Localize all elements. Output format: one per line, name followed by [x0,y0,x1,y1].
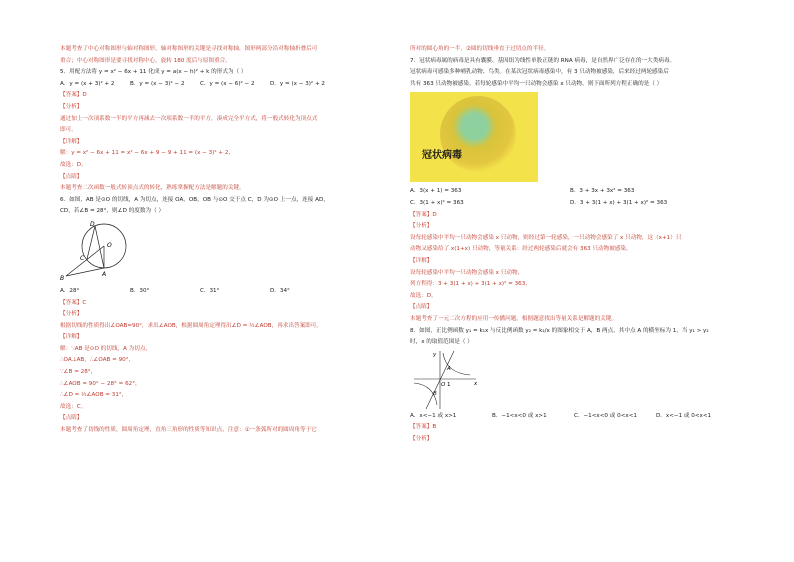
q8-options [410,411,740,423]
text-line: 共有 363 只动物被感染。若每轮感染中平均一只动物会感染 x 只动物，则下面所列方程正确的是（ ） [410,80,663,87]
text-line: 【详解】 [410,257,433,264]
tick-one-label: 1 [447,381,451,388]
virus-image-label: 冠状病毒 [422,150,462,162]
text-line: 【点睛】 [60,415,83,422]
coronavirus-image [410,92,538,182]
text-line: ∴∠D = ½∠AOB = 31°， [60,392,128,399]
text-line: 【分析】 [410,435,433,442]
text-line: 动物又感染给了 x(1+x) 只动物，等量关系：经过两轮感染后就会有 363 只动物被感染。 [410,246,632,253]
circle-diagram [60,218,180,286]
q6-option-a: A．28° [60,287,80,294]
text-line: 本题考查了中心对称图形与轴对称图形，轴对称图形的关键是寻找对称轴，图形两部分沿对称轴折叠后可 [60,46,318,52]
text-line: 8．如图，正比例函数 y₁ = k₁x 与反比例函数 y₂ = k₂/x 的图象相交于 A，B 两点，其中点 A 的横坐标为 1，当 y₁ > y₂ [410,327,709,334]
text-line: 【分析】 [60,103,83,110]
point-b-label: B [433,390,437,397]
text-line: 设每轮感染中平均一只动物会感染 x 只动物， [410,269,524,276]
text-line: 通过加上一次项系数一半的平方再减去一次项系数一半的平方，凑成完全平方式，将一般式转化为顶点式 [60,115,318,122]
text-line: 故选：C。 [60,403,87,410]
text-line: 解：∵AB 是⊙O 的切线，A 为切点， [60,345,152,352]
label-b: B [60,274,65,282]
q5-option-d: D．y = (x − 3)² + 2 [270,80,325,87]
axis-y-label: y [433,351,437,358]
right-column [410,44,740,445]
text-line: 本题考查了切线的性质，圆周角定理，直角三角形的性质等知识点，注意：①一条弧所对的圆周角等于它 [60,427,317,434]
q6-options [60,286,388,298]
text-line: 【答案】B [410,424,437,431]
left-column [60,44,388,437]
q5-option-c: C．y = (x − 6)² − 2 [200,80,255,87]
q8-option-c: C．−1<x<0 或 0<x<1 [574,412,637,419]
text-line: 本题考查二次函数一般式转顶点式的转化，熟练掌握配方法是解题的关键。 [60,185,245,192]
text-line: 【答案】D [60,92,87,99]
q8-option-b: B．−1<x<0 或 x>1 [492,412,547,419]
origin-label: O [441,381,446,388]
q7-option-c: C．3(1 + x)² = 363 [410,199,464,206]
text-line: 列方程得：3 + 3(1 + x) + 3(1 + x)² = 363， [410,281,531,288]
q5-option-b: B．y = (x − 3)² − 2 [130,80,185,87]
q7-option-d: D．3 + 3(1 + x) + 3(1 + x)² = 363 [570,199,668,206]
text-line: 6．如图，AB 是⊙O 的切线，A 为切点，连接 OA，OB，OB 与⊙O 交于点 C，D 为⊙O 上一点，连接 AD， [60,196,329,203]
text-line: 【详解】 [60,334,83,341]
q6-option-b: B．30° [130,287,150,294]
text-line: 重合；中心对称图形是要寻找对称中心，旋转 180 度后与原图重合。 [60,57,231,64]
label-o: O [107,241,112,249]
point-a-label: A [447,365,451,372]
text-line: 【点睛】 [410,304,433,311]
q7-option-a: A．3(x + 1) = 363 [410,188,462,195]
q5-option-a: A．y = (x + 3)² + 2 [60,80,115,87]
text-line: 即可。 [60,127,77,134]
text-line: 解：y = x² − 6x + 11 = x² − 6x + 9 − 9 + 11 = (x − 3)² + 2， [60,150,234,157]
label-c: C [80,254,85,262]
text-line: 时，x 的取值范围是（ ） [410,339,473,346]
text-line: 【点睛】 [60,173,83,180]
q6-option-c: C．31° [200,287,220,294]
text-line: ∵∠B = 28°， [60,369,97,376]
text-line: 故选：D。 [60,161,87,168]
q8-option-a: A．x<−1 或 x>1 [410,412,457,419]
q8-option-d: D．x<−1 或 0<x<1 [656,412,712,419]
text-line: 【分析】 [60,311,83,318]
text-line: ∴OA⊥AB，∴∠OAB = 90°， [60,357,135,364]
tangent-circle-figure [60,218,388,286]
text-line: 【答案】C [60,299,87,306]
label-d: D [90,220,95,228]
text-line: 【详解】 [60,138,83,145]
text-line: 故选：D。 [410,292,437,299]
text-line: 5．用配方法将 y = x² − 6x + 11 化成 y = a(x − h)² + k 的形式为（ ） [60,69,247,76]
q6-option-d: D．34° [270,287,290,294]
function-graph [410,349,490,411]
text-line: 本题考查了一元二次方程的应用一传播问题，根据题意找出等量关系是解题的关键。 [410,315,617,322]
text-line: CD，若∠B = 28°，则∠D 的度数为（ ） [60,208,165,215]
function-graph-figure [410,349,740,411]
text-line: 【答案】D [410,211,437,218]
q5-options [60,79,388,91]
q7-options-row1 [410,186,740,198]
text-line: 所对的圆心角的一半，②圆的切线垂直于过切点的半径。 [410,46,550,52]
text-line: 【分析】 [410,223,433,230]
text-line: 7．冠状病毒属的病毒是具有囊膜、基因组为线性单股正链的 RNA 病毒，是自然界广泛存在的一大类病毒。 [410,57,676,64]
text-line: 根据切线的性质得出∠OAB=90°，求出∠AOB，根据圆周角定理得出∠D = ½∠AOB，再求出答案即可。 [60,322,322,329]
text-line: ∴∠AOB = 90° − 28° = 62°， [60,380,141,387]
label-a: A [102,270,107,278]
text-line: 设每轮感染中平均一只动物会感染 x 只动物，则经过第一轮感染，一只动物会感染了 x 只动物，这（x+1）只 [410,234,682,241]
text-line: 冠状病毒可感染多种哺乳动物、鸟类。在某次冠状病毒感染中，有 3 只动物被感染，后来经过两轮感染后 [410,69,669,76]
axis-x-label: x [474,380,478,387]
q7-options-row2 [410,198,740,210]
q7-option-b: B．3 + 3x + 3x² = 363 [570,188,635,195]
